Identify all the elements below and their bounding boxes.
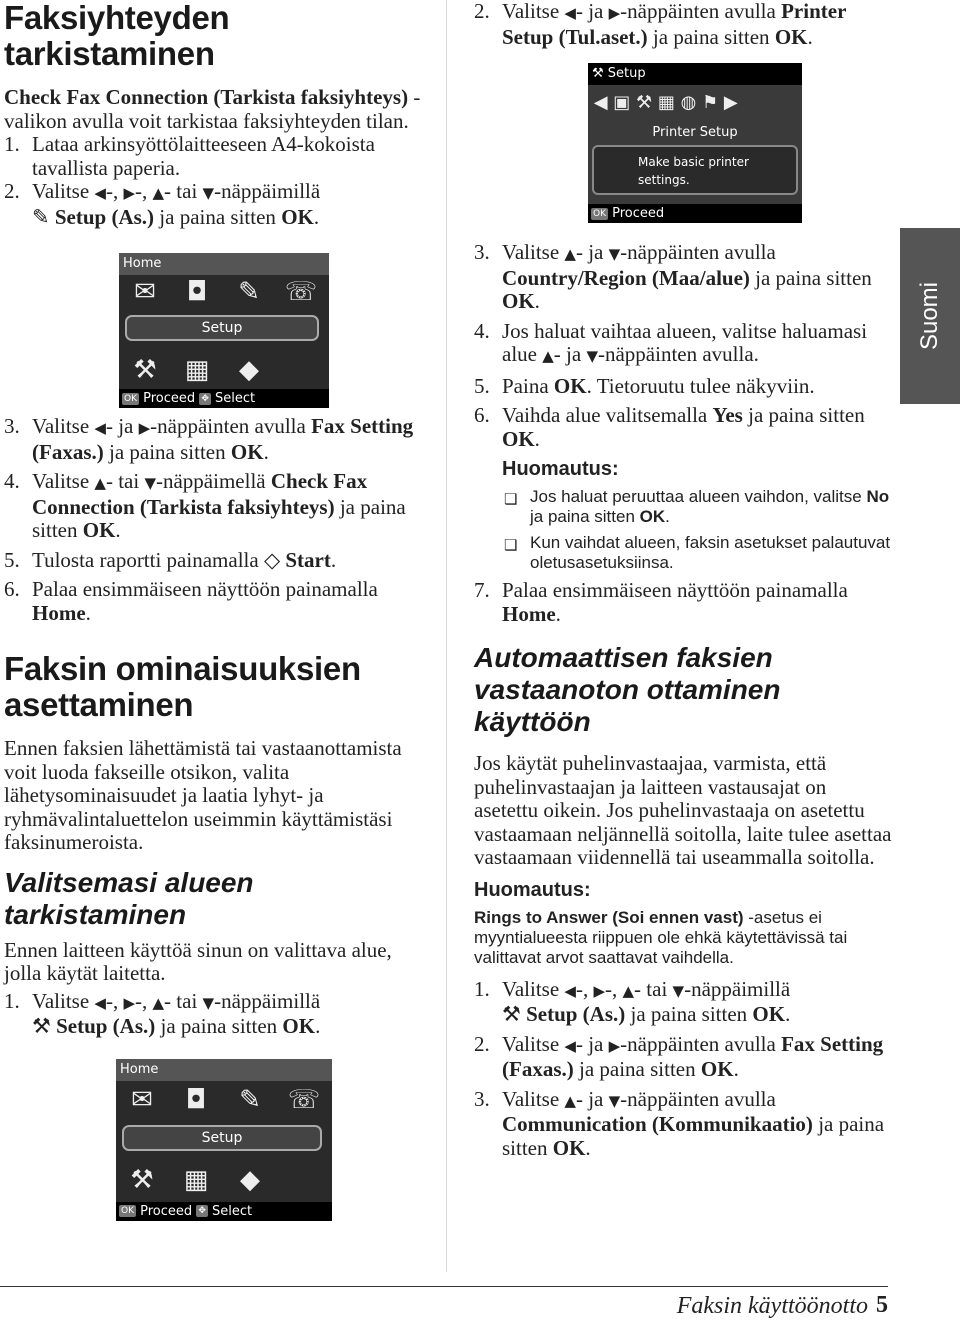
intro-paragraph: Check Fax Connection (Tarkista faksiyhteys) -valikon avulla voit tarkistaa faksiyhteyden tilan. xyxy=(4,85,421,133)
right-arrow-icon: ▶ xyxy=(123,993,135,1012)
down-arrow-icon: ▼ xyxy=(144,474,156,492)
down-arrow-icon: ▼ xyxy=(202,993,215,1012)
region-step-1: 1. Valitse ◀-, ▶-, ▲- tai ▼-näppäimillä ⚒ Setup (As.) ja paina sitten OK. xyxy=(4,988,321,1038)
heading-region: Valitsemasi alueen tarkistaminen xyxy=(4,866,254,930)
right-column xyxy=(474,0,894,1160)
up-arrow-icon: ▲ xyxy=(542,347,554,365)
column-divider xyxy=(446,0,447,1272)
setup-icon: ✎ xyxy=(32,204,50,229)
step-2: 2. Valitse ◀-, ▶-, ▲- tai ▼-näppäimillä ✎ Setup (As.) ja paina sitten OK. xyxy=(4,179,321,229)
lcd-title: Home xyxy=(119,253,329,275)
wrench-icon: ⚒ xyxy=(32,1014,51,1038)
right-step-6: 6. Vaihda alue valitsemalla Yes ja paina sitten OK. xyxy=(474,403,865,451)
down-arrow-icon: ▼ xyxy=(202,184,215,202)
lcd-setup-screen: ⚒ Setup ◀ ▣ ⚒ ▦ ◍ ⚑ ▶ Printer Setup Make basic printer settings. OK Proceed xyxy=(588,63,802,223)
up-arrow-icon: ▲ xyxy=(564,1091,576,1110)
left-arrow-icon: ◀ xyxy=(564,981,576,1000)
lcd-setup-figure xyxy=(474,63,894,241)
camera-icon: ◘ xyxy=(185,1084,207,1115)
lcd-home-screen: Home ✉ ◘ ✎ ☏ Setup ⚒ ▦ ◆ OK Proceed ✥ Select xyxy=(119,253,329,408)
checkbox-icon: ❏ xyxy=(504,537,518,554)
right-arrow-icon: ▶ xyxy=(123,184,135,202)
right-arrow-icon: ▶ xyxy=(593,981,605,1000)
up-arrow-icon: ▲ xyxy=(564,245,576,263)
printer-setup-heading: Printer Setup xyxy=(652,125,738,140)
print-icon: ▦ xyxy=(183,1164,209,1195)
footer-title: Faksin käyttöönotto xyxy=(676,1293,868,1319)
heading-auto-receive: Automaattisen faksien vastaanoton ottaminen käyttöön xyxy=(474,642,781,737)
scan-icon: ✎ xyxy=(239,1084,261,1115)
left-arrow-icon: ◀ xyxy=(564,4,576,22)
features-paragraph: Ennen faksien lähettämistä tai vastaanottamista voit luoda fakseille otsikon, valita lähetysominaisuudet ja laatia lyhyt- ja ryhmävalintaluettelon useimmin käyttämistäsi faksinumeroista. xyxy=(4,736,402,854)
right-arrow-icon: ▶ xyxy=(608,4,621,22)
note-heading: Huomautus: xyxy=(474,878,591,901)
step-5: 5. Tulosta raportti painamalla ◇ Start. xyxy=(4,547,337,572)
lcd-setup-label: Setup xyxy=(125,315,319,341)
wrench-icon: ⚒ xyxy=(592,66,604,81)
right-arrow-icon: ▶ xyxy=(138,419,151,437)
down-arrow-icon: ▼ xyxy=(586,347,598,365)
setup-icon-row: ◀ ▣ ⚒ ▦ ◍ ⚑ ▶ xyxy=(588,92,738,113)
lcd-home-screen-2: Home ✉ ◘ ✎ ☏ Setup ⚒ ▦ ◆ OK Proceed ✥ Select xyxy=(116,1059,332,1221)
rings-note: Rings to Answer (Soi ennen vast) -asetus ei myyntialueesta riippuen ole ehkä käytettävissä tai valittavat arvot saattavat vaihdella. xyxy=(474,907,848,967)
left-arrow-icon: ◀ xyxy=(94,993,106,1012)
region-paragraph: Ennen laitteen käyttöä sinun on valittava alue, jolla käytät laitetta. xyxy=(4,937,392,985)
down-arrow-icon: ▼ xyxy=(672,981,685,1000)
page-number: 5 xyxy=(876,1292,888,1318)
left-arrow-icon: ◀ xyxy=(94,419,106,437)
up-arrow-icon: ▲ xyxy=(94,474,106,492)
step-3: 3. Valitse ◀- ja ▶-näppäinten avulla Fax Setting (Faxas.) ja paina sitten OK. xyxy=(4,414,414,464)
note-item: ❏ Jos haluat peruuttaa alueen vaihdon, valitse No ja paina sitten OK. xyxy=(504,487,890,526)
auto-receive-paragraph: Jos käytät puhelinvastaajaa, varmista, että puhelinvastaajan ja laitteen vastausajat on asetettu oikein. Jos puhelinvastaaja on asetettu vastaamaan neljännellä soitolla, laite tulee asettaa vastaamaan viidennellä tai useammalla soitolla. xyxy=(474,751,892,869)
up-arrow-icon: ▲ xyxy=(622,981,635,1000)
scan-icon: ✎ xyxy=(238,277,260,307)
step-4: 4. Valitse ▲- tai ▼-näppäimellä Check Fax Connection (Tarkista faksiyhteys) ja paina sitten OK. xyxy=(4,469,406,542)
lcd-title: Home xyxy=(116,1059,332,1081)
step-1: 1. Lataa arkinsyöttölaitteeseen A4-kokoista tavallista paperia. xyxy=(4,132,375,180)
right-step-2: 2. Valitse ◀- ja ▶-näppäinten avulla Printer Setup (Tul.aset.) ja paina sitten OK. xyxy=(474,0,847,49)
auto-step-1: 1. Valitse ◀-, ▶-, ▲- tai ▼-näppäimillä ⚒ Setup (As.) ja paina sitten OK. xyxy=(474,976,791,1026)
right-step-5: 5. Paina OK. Tietoruutu tulee näkyviin. xyxy=(474,373,815,398)
footer-rule xyxy=(0,1286,888,1287)
auto-step-2: 2. Valitse ◀- ja ▶-näppäinten avulla Fax Setting (Faxas.) ja paina sitten OK. xyxy=(474,1031,884,1081)
camera-icon: ◘ xyxy=(186,277,208,307)
lcd-setup-label: Setup xyxy=(122,1125,322,1151)
checkbox-icon: ❏ xyxy=(504,491,518,508)
printer-setup-description: Make basic printer settings. xyxy=(592,145,798,195)
heading-check-fax: Faksiyhteyden tarkistaminen xyxy=(4,0,230,72)
fax-icon: ☏ xyxy=(284,277,318,307)
left-column xyxy=(4,0,424,1224)
left-arrow-icon: ◀ xyxy=(94,184,106,202)
step-6: 6. Palaa ensimmäiseen näyttöön painamalla Home. xyxy=(4,577,378,625)
tools-icon: ⚒ xyxy=(130,1164,154,1195)
left-arrow-icon: ◀ xyxy=(564,1036,576,1055)
note-box-1 xyxy=(474,457,894,573)
up-arrow-icon: ▲ xyxy=(152,184,165,202)
up-arrow-icon: ▲ xyxy=(152,993,165,1012)
right-step-7: 7. Palaa ensimmäiseen näyttöön painamalla Home. xyxy=(474,578,848,626)
photo-icon: ✉ xyxy=(131,1084,153,1115)
right-step-4: 4. Jos haluat vaihtaa alueen, valitse haluamasi alue ▲- ja ▼-näppäinten avulla. xyxy=(474,318,868,366)
lcd-home-figure-2 xyxy=(4,1059,424,1224)
right-step-3: 3. Valitse ▲- ja ▼-näppäinten avulla Country/Region (Maa/alue) ja paina sitten OK. xyxy=(474,240,872,313)
wrench-icon: ⚒ xyxy=(502,1002,521,1026)
print-icon: ▦ xyxy=(184,355,210,385)
right-arrow-icon: ▶ xyxy=(608,1036,621,1055)
lcd-title: ⚒ Setup xyxy=(588,63,802,85)
start-icon: ◇ xyxy=(263,547,281,572)
down-arrow-icon: ▼ xyxy=(608,245,621,263)
copy-icon: ◆ xyxy=(240,1164,260,1195)
heading-fax-features: Faksin ominaisuuksien asettaminen xyxy=(4,650,361,723)
note-item: ❏ Kun vaihdat alueen, faksin asetukset palautuvat oletusasetuksiinsa. xyxy=(504,533,891,572)
tools-icon: ⚒ xyxy=(133,355,157,385)
lcd-home-figure-1 xyxy=(4,253,424,415)
down-arrow-icon: ▼ xyxy=(608,1091,621,1110)
auto-step-3: 3. Valitse ▲- ja ▼-näppäinten avulla Communication (Kommunikaatio) ja paina sitten OK. xyxy=(474,1086,885,1160)
photo-icon: ✉ xyxy=(134,277,156,307)
copy-icon: ◆ xyxy=(239,355,259,385)
language-tab: Suomi xyxy=(900,228,960,404)
fax-icon: ☏ xyxy=(287,1084,321,1115)
note-heading: Huomautus: xyxy=(502,458,619,480)
